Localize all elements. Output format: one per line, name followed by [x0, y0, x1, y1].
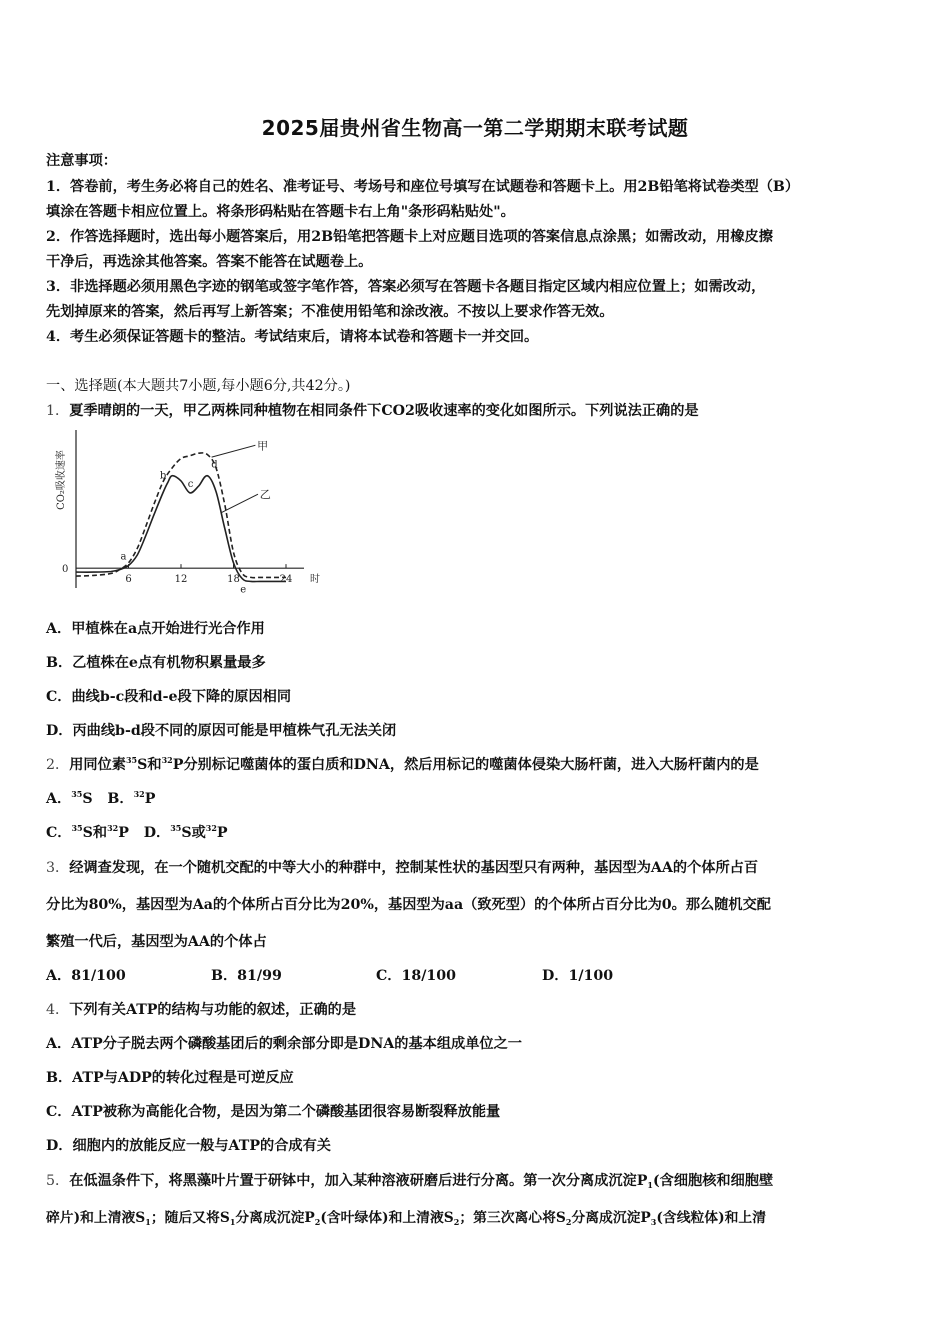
superscript: 35: [71, 823, 83, 833]
subscript: 3: [650, 1217, 657, 1227]
text-run: ；随后又将S: [150, 1210, 230, 1226]
tick-label: 6: [125, 574, 132, 586]
subscript: 2: [565, 1217, 572, 1227]
option-a: A．ATP分子脱去两个磷酸基团后的剩余部分即是DNA的基本组成单位之一: [46, 1036, 522, 1052]
option-label: A．: [46, 791, 72, 807]
point-label-d: d: [211, 459, 218, 471]
tick-label: 18: [227, 574, 240, 586]
legend-label-yi: 乙: [259, 488, 271, 502]
option-text: P: [144, 791, 156, 807]
question-number: 5．: [46, 1173, 70, 1189]
text-run: 分离成沉淀P: [571, 1210, 651, 1226]
superscript: 35: [71, 789, 83, 799]
tick-label: 0: [62, 564, 69, 576]
option-label: C．: [46, 825, 72, 841]
superscript: 32: [133, 789, 145, 799]
question-4-stem: [46, 1001, 356, 1019]
question-3-stem: [46, 859, 758, 877]
page-title: 2025届贵州省生物高一第二学期期末联考试题: [261, 116, 689, 140]
option-d: D．1/100: [542, 968, 614, 984]
subscript: 1: [145, 1217, 151, 1227]
notice-line: 干净后，再选涂其他答案。答案不能答在试题卷上。: [46, 254, 373, 270]
superscript: 35: [170, 823, 182, 833]
text-run: (含线粒体)和上清: [656, 1210, 767, 1226]
option-a: [46, 790, 93, 808]
series-line-jia: [76, 453, 286, 578]
text-run: 分离成沉淀P: [235, 1210, 315, 1226]
question-text: 下列有关ATP的结构与功能的叙述，正确的是: [69, 1002, 357, 1018]
option-c: C．曲线b-c段和d-e段下降的原因相同: [46, 689, 292, 705]
option-b: B．ATP与ADP的转化过程是可逆反应: [46, 1070, 294, 1086]
question-text: [46, 1209, 766, 1227]
co2-absorption-chart: [46, 418, 336, 598]
options-row: [46, 790, 155, 808]
text-run: (含叶绿体)和上清液S: [320, 1210, 454, 1226]
question-text: 夏季晴朗的一天，甲乙两株同种植物在相同条件下CO2吸收速率的变化如图所示。下列说法正确的是: [69, 403, 699, 419]
subscript: 2: [314, 1217, 321, 1227]
notice-line: 填涂在答题卡相应位置上。将条形码粘贴在答题卡右上角"条形码粘贴处"。: [46, 204, 515, 220]
option-a: A．81/100: [46, 968, 126, 984]
subscript: 2: [453, 1217, 460, 1227]
option-c: C．18/100: [376, 968, 457, 984]
question-number: 3．: [46, 860, 70, 876]
question-number: 1．: [46, 403, 70, 419]
x-axis-label: 时: [310, 574, 320, 586]
option-c: C．ATP被称为高能化合物，是因为第二个磷酸基团很容易断裂释放能量: [46, 1104, 501, 1120]
notice-line: 4．考生必须保证答题卡的整洁。考试结束后，请将本试卷和答题卡一并交回。: [46, 329, 539, 345]
superscript: 32: [205, 823, 217, 833]
superscript: 35: [125, 755, 138, 765]
option-text: S: [82, 791, 93, 807]
question-5-stem: [46, 1172, 773, 1190]
tick-label: 24: [279, 574, 293, 586]
superscript: 32: [161, 755, 173, 765]
option-a: A．甲植株在a点开始进行光合作用: [46, 621, 265, 637]
question-number: 2．: [46, 757, 70, 773]
question-text: 在低温条件下，将黑藻叶片置于研钵中，加入某种溶液研磨后进行分离。第一次分离成沉淀P: [69, 1173, 648, 1189]
option-b: B．81/99: [211, 968, 282, 984]
option-c: [46, 824, 129, 842]
question-text: 用同位素: [69, 757, 126, 773]
subscript: 1: [229, 1217, 236, 1227]
legend-label-jia: 甲: [257, 439, 269, 453]
point-label-e: e: [240, 584, 247, 596]
option-d: [144, 824, 228, 842]
text-run: 碎片)和上清液S: [46, 1210, 146, 1226]
option-d: D．细胞内的放能反应一般与ATP的合成有关: [46, 1138, 331, 1154]
option-label: D．: [143, 825, 171, 841]
options-row: [46, 824, 228, 842]
question-text: 经调查发现，在一个随机交配的中等大小的种群中，控制某性状的基因型只有两种，基因型为AA的个体所占百: [69, 860, 759, 876]
question-text: (含细胞核和细胞壁: [652, 1173, 774, 1189]
option-d: D．丙曲线b-d段不同的原因可能是甲植株气孔无法关闭: [46, 723, 397, 739]
option-b: B．乙植株在e点有机物积累量最多: [46, 655, 266, 671]
legend-leader-yi: [221, 494, 258, 513]
option-text: P: [216, 825, 228, 841]
section-heading: 一、选择题(本大题共7小题,每小题6分,共42分。): [46, 378, 351, 394]
subscript: 1: [647, 1180, 653, 1190]
point-label-a: a: [120, 551, 127, 563]
superscript: 32: [107, 823, 119, 833]
notice-line: 2．作答选择题时，选出每小题答案后，用2B铅笔把答题卡上对应题目选项的答案信息点涂黑；如需改动，用橡皮擦: [46, 229, 773, 245]
question-text: P分别标记噬菌体的蛋白质和DNA，然后用标记的噬菌体侵染大肠杆菌，进入大肠杆菌内的是: [172, 757, 759, 773]
option-text: S或: [181, 825, 206, 841]
tick-label: 12: [174, 574, 188, 586]
text-run: ；第三次离心将S: [459, 1210, 566, 1226]
question-text: 分比为80%，基因型为Aa的个体所占百分比为20%，基因型为aa（致死型）的个体所占百分比为0。那么随机交配: [46, 897, 771, 913]
question-text: S和: [137, 757, 162, 773]
legend-leader-jia: [212, 445, 256, 457]
notice-line: 3．非选择题必须用黑色字迹的钢笔或签字笔作答，答案必须写在答题卡各题目指定区域内相应位置上；如需改动，: [46, 279, 766, 295]
option-label: B．: [107, 791, 134, 807]
point-label-c: c: [187, 478, 194, 490]
y-axis-label: CO₂吸收速率: [56, 450, 67, 510]
option-b: [107, 790, 155, 808]
question-text: 繁殖一代后，基因型为AA的个体占: [46, 934, 267, 950]
notice-line: 1．答卷前，考生务必将自己的姓名、准考证号、考场号和座位号填写在试题卷和答题卡上。用2B铅笔将试卷类型（B）: [46, 179, 800, 195]
option-text: P: [118, 825, 129, 841]
point-label-b: b: [159, 470, 167, 482]
question-2-stem: [46, 756, 759, 774]
notice-heading: 注意事项：: [46, 153, 117, 169]
option-text: S和: [82, 825, 108, 841]
chart-plot-area: [62, 430, 320, 596]
question-number: 4．: [46, 1002, 70, 1018]
notice-line: 先划掉原来的答案，然后再写上新答案；不准使用铅笔和涂改液。不按以上要求作答无效。: [46, 304, 614, 320]
